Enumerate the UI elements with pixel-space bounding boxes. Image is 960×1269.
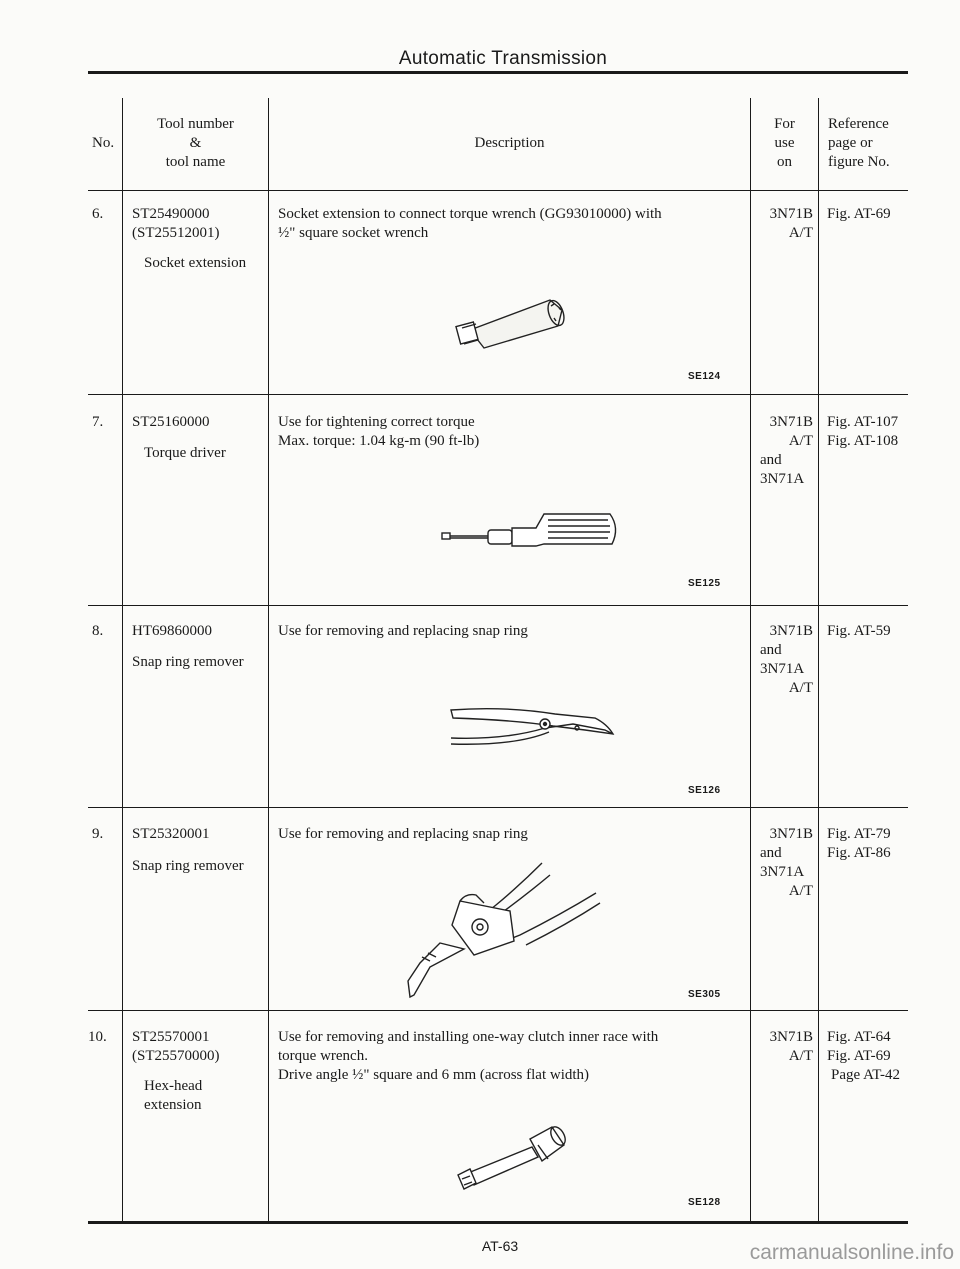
torque-driver-icon [440, 510, 620, 550]
column-divider [268, 98, 269, 1223]
reference: Fig. AT-107 Fig. AT-108 [827, 414, 899, 449]
header-description: Description [474, 135, 545, 151]
reference: Fig. AT-69 [827, 206, 891, 222]
row-rule [88, 605, 908, 606]
figure-code: SE125 [688, 578, 721, 589]
header-rule [88, 190, 908, 191]
figure-code: SE305 [688, 989, 721, 1000]
header-reference: Reference page or figure No. [828, 116, 890, 170]
figure-code: SE124 [688, 371, 721, 382]
row-rule [88, 1010, 908, 1011]
tool-name: Snap ring remover [132, 858, 244, 874]
header-no: No. [92, 135, 115, 151]
bottom-rule [88, 1221, 908, 1224]
tool-name: Snap ring remover [132, 654, 244, 670]
row-number: 7. [92, 414, 104, 430]
angled-snap-ring-pliers-icon [400, 855, 620, 1005]
for-use: 3N71B and 3N71A A/T [760, 826, 813, 899]
figure-code: SE126 [688, 785, 721, 796]
for-use: 3N71B and 3N71A A/T [760, 623, 813, 696]
header-for-use: For use on [774, 116, 795, 170]
tool-name: Torque driver [144, 445, 226, 461]
tool-name: Hex-head extension [144, 1078, 203, 1113]
tool-number: HT69860000 [132, 623, 212, 639]
row-rule [88, 394, 908, 395]
socket-extension-icon [440, 288, 580, 358]
for-use: 3N71B A/T [769, 206, 813, 241]
column-divider [122, 98, 123, 1223]
for-use: 3N71B A/T and 3N71A [760, 414, 813, 487]
description: Use for removing and replacing snap ring [278, 826, 528, 842]
description: Socket extension to connect torque wrench (GG93010000) with ½" square socket wrench [278, 206, 662, 241]
tool-number: ST25490000 (ST25512001) [132, 206, 220, 241]
page-title: Automatic Transmission [398, 48, 608, 69]
hex-head-extension-icon [452, 1123, 572, 1203]
row-number: 9. [92, 826, 104, 842]
header-tool: Tool number & tool name [157, 116, 234, 170]
row-rule [88, 807, 908, 808]
reference: Fig. AT-64 Fig. AT-69 Page AT-42 [827, 1029, 901, 1083]
column-divider [750, 98, 751, 1223]
tool-number: ST25160000 [132, 414, 210, 430]
watermark: carmanualsonline.info [749, 1241, 954, 1264]
tool-number: ST25570001 (ST25570000) [132, 1029, 220, 1064]
reference: Fig. AT-59 [827, 623, 891, 639]
description: Use for removing and installing one-way clutch inner race with torque wrench. Drive angle ½" square and 6 mm (across flat width) [278, 1029, 659, 1083]
description: Use for tightening correct torque Max. torque: 1.04 kg-m (90 ft-lb) [278, 414, 480, 449]
page-number: AT-63 [481, 1238, 519, 1254]
tool-number: ST25320001 [132, 826, 210, 842]
snap-ring-pliers-icon [445, 700, 615, 750]
title-rule [88, 71, 908, 74]
row-number: 10. [88, 1029, 107, 1045]
tool-name: Socket extension [144, 255, 247, 271]
figure-code: SE128 [688, 1197, 721, 1208]
row-number: 6. [92, 206, 104, 222]
column-divider [818, 98, 819, 1223]
description: Use for removing and replacing snap ring [278, 623, 528, 639]
reference: Fig. AT-79 Fig. AT-86 [827, 826, 891, 861]
row-number: 8. [92, 623, 104, 639]
for-use: 3N71B A/T [769, 1029, 813, 1064]
